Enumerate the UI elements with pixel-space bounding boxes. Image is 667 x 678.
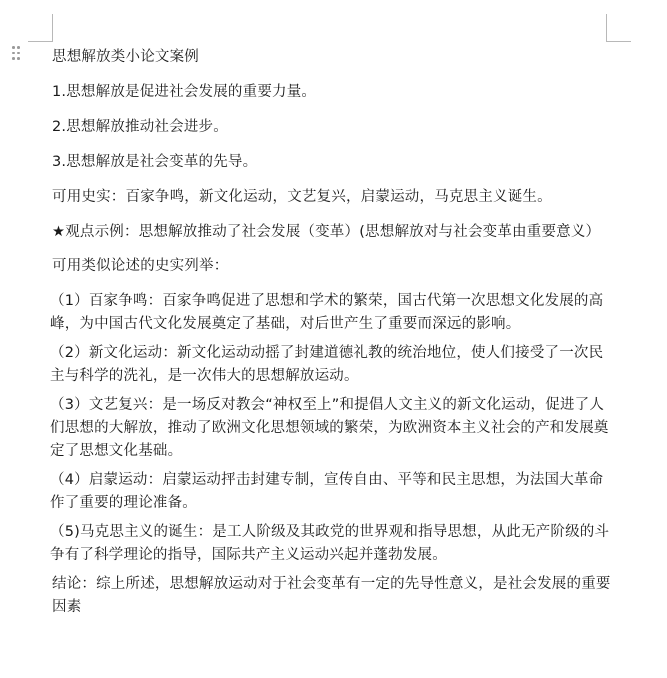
viewpoint-example: ★观点示例：思想解放推动了社会发展（变革）(思想解放对与社会变革由重要意义） <box>52 224 601 240</box>
drag-handle-icon[interactable] <box>11 45 23 61</box>
margin-corner-top-right <box>606 14 631 42</box>
list-item: （5)马克思主义的诞生：是工人阶级及其政党的世界观和指导思想，从此无产阶级的斗争有了科学理论的指导，国际共产主义运动兴起并蓬勃发展。 <box>50 524 610 563</box>
document-body[interactable] <box>52 40 612 625</box>
conclusion: 结论：综上所述，思想解放运动对于社会变革有一定的先导性意义，是社会发展的重要因素 <box>52 576 611 615</box>
list-item: （2）新文化运动：新文化运动动摇了封建道德礼教的统治地位，使人们接受了一次民主与科学的洗礼，是一次伟大的思想解放运动。 <box>50 345 604 384</box>
point-2: 2.思想解放推动社会进步。 <box>52 119 228 135</box>
list-item: （3）文艺复兴：是一场反对教会“神权至上”和提倡人文主义的新文化运动，促进了人们思想的大解放，推动了欧洲文化思想领域的繁荣，为欧洲资本主义社会的产和发展奠定了思想文化基础。 <box>50 397 609 459</box>
list-item: （1）百家争鸣：百家争鸣促进了思想和学术的繁荣，国古代第一次思想文化发展的高峰，为中国古代文化发展奠定了基础，对后世产生了重要而深远的影响。 <box>50 293 604 332</box>
historical-facts: 可用史实：百家争鸣，新文化运动，文艺复兴，启蒙运动，马克思主义诞生。 <box>52 189 552 205</box>
point-1: 1.思想解放是促进社会发展的重要力量。 <box>52 84 317 100</box>
margin-corner-top-left <box>28 14 53 42</box>
list-item: （4）启蒙运动：启蒙运动抨击封建专制，宣传自由、平等和民主思想，为法国大革命作了重要的理论准备。 <box>50 472 604 511</box>
document-title: 思想解放类小论文案例 <box>52 49 199 65</box>
point-3: 3.思想解放是社会变革的先导。 <box>52 154 258 170</box>
list-intro: 可用类似论述的史实列举： <box>52 258 229 274</box>
